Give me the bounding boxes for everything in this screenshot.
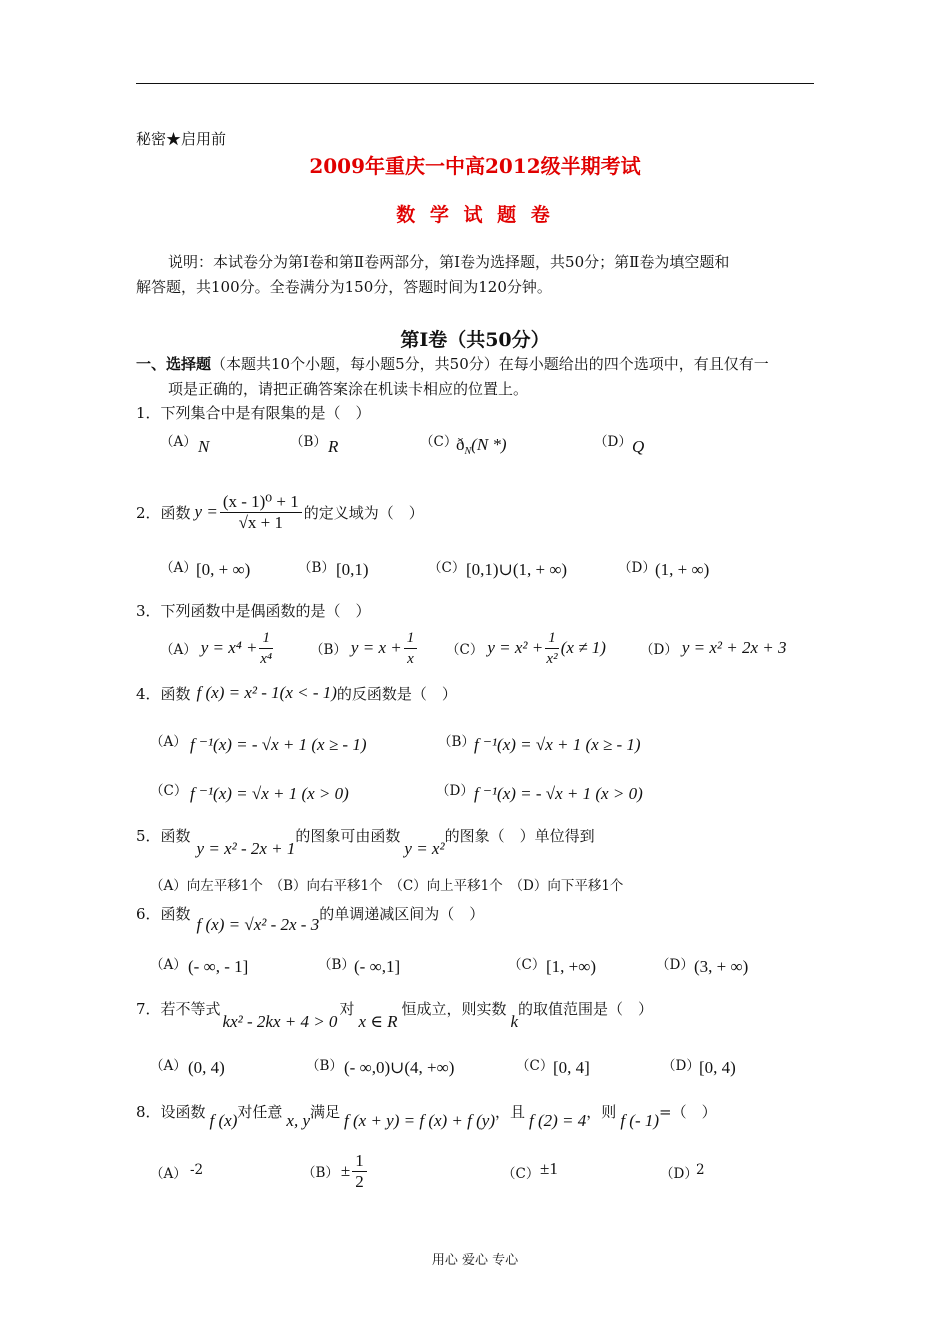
- q1-option-a: N: [198, 437, 210, 456]
- q6-option-a: (- ∞, - 1]: [188, 957, 249, 976]
- page-footer: 用心 爱心 专心: [431, 1253, 519, 1268]
- q2-stem: 2．函数 y = $\frac{\text{(x - 1)⁰ + 1}}{√x + 1}$ 的定义域为（ ）: [136, 491, 424, 532]
- q2-option-a-label: （A）: [160, 560, 197, 576]
- q4-option-d-label: （D）: [436, 783, 474, 799]
- q2-fraction: $\frac{\text{(x - 1)⁰ + 1}}{√x + 1}$: [220, 492, 302, 533]
- q2-option-b-label: （B）: [298, 560, 335, 576]
- q7-option-b: (- ∞,0)∪(4, +∞): [344, 1058, 455, 1077]
- q2-option-c-label: （C）: [428, 560, 466, 576]
- q3-stem: 3．下列函数中是偶函数的是（ ）: [136, 602, 371, 620]
- q7-option-c: [0, 4]: [553, 1058, 590, 1077]
- section-heading-text: （本题共10个小题，每小题5分，共50分）在每小题给出的四个选项中，有且仅有一: [211, 355, 769, 373]
- q1-option-b-label: （B）: [290, 434, 327, 450]
- q4-option-b: f ⁻¹(x) = √x + 1 (x ≥ - 1): [474, 735, 641, 754]
- q3-option-d: （D） y = x² + 2x + 3: [640, 638, 787, 658]
- q6-option-d: (3, + ∞): [694, 957, 749, 976]
- q2-option-c: [0,1)∪(1, + ∞): [466, 560, 568, 579]
- q2-option-b: [0,1): [336, 560, 369, 579]
- q8-option-c: ±1: [540, 1159, 558, 1178]
- q3-option-a: （A） y = x⁴ + $\frac{1}{\text{x⁴}}$: [160, 629, 273, 667]
- q7-option-d: [0, 4): [699, 1058, 736, 1077]
- q3-option-b: （B） y = x + $\frac{1}{x}$: [310, 626, 419, 670]
- q1-option-c: $ð_N(N$ *): [456, 435, 507, 457]
- q7-option-d-label: （D）: [662, 1058, 700, 1074]
- q8-option-a-label: （A）: [150, 1166, 187, 1182]
- q6-option-b: (- ∞,1]: [354, 957, 401, 976]
- section-heading: [136, 353, 769, 374]
- exam-subtitle: 数 学 试 题 卷: [396, 204, 554, 226]
- q7-option-c-label: （C）: [516, 1058, 554, 1074]
- q8-option-c-label: （C）: [502, 1166, 540, 1182]
- q8-option-d: 2: [696, 1162, 705, 1178]
- secret-mark: 秘密★启用前: [136, 130, 227, 148]
- q1-stem: 1．下列集合中是有限集的是（ ）: [136, 404, 371, 422]
- q6-option-a-label: （A）: [150, 957, 187, 973]
- q8-stem: 8．设函数 f (x) 对任意 x, y 满足 f (x + y) = f (x) + f (y) ，且 f (2) = 4 ，则 f (- 1) =（ ）: [136, 1103, 717, 1130]
- q2-option-a: [0, + ∞): [196, 560, 251, 579]
- q3-option-c: （C） y = x² + $\frac{1}{\text{x²}}$ (x ≠ 1): [446, 629, 606, 667]
- q4-option-a: f ⁻¹(x) = - √x + 1 (x ≥ - 1): [190, 735, 367, 754]
- q4-option-b-label: （B）: [438, 734, 475, 750]
- q7-option-a: (0, 4): [188, 1058, 225, 1077]
- q7-option-b-label: （B）: [306, 1058, 343, 1074]
- section-title: 第Ⅰ卷（共50分）: [400, 329, 550, 351]
- q8-option-b: （B） ± $\frac{1}{2}$: [302, 1148, 369, 1194]
- q6-stem: 6．函数 f (x) = √x² - 2x - 3 的单调递减区间为（ ）: [136, 905, 485, 934]
- q4-option-d: f ⁻¹(x) = - √x + 1 (x > 0): [474, 784, 643, 803]
- q8-option-a: -2: [190, 1162, 204, 1178]
- q7-option-a-label: （A）: [150, 1058, 187, 1074]
- q5-stem: 5．函数 y = x² - 2x + 1 的图象可由函数 y = x² 的图象（ ）单位得到: [136, 827, 595, 858]
- q8-option-d-label: （D）: [660, 1166, 698, 1182]
- section-heading-bold: 一、选择题: [136, 355, 212, 373]
- instruction-line-2: 解答题，共100分。全卷满分为150分，答题时间为120分钟。: [136, 278, 552, 296]
- q6-option-c-label: （C）: [508, 957, 546, 973]
- q7-stem: 7．若不等式 kx² - 2kx + 4 > 0 对 x ∈ R 恒成立，则实数 k 的取值范围是（ ）: [136, 1000, 654, 1031]
- instruction-line-1: 说明：本试卷分为第Ⅰ卷和第Ⅱ卷两部分，第Ⅰ卷为选择题，共50分；第Ⅱ卷为填空题和: [168, 253, 730, 271]
- exam-title: 2009年重庆一中高2012级半期考试: [309, 154, 641, 178]
- q1-option-b: R: [328, 437, 339, 456]
- q1-option-d-label: （D）: [594, 434, 632, 450]
- q6-option-b-label: （B）: [318, 957, 355, 973]
- q6-option-c: [1, +∞): [546, 957, 597, 976]
- q1-option-d: Q: [632, 437, 645, 456]
- q5-options: （A）向左平移1个 （B）向右平移1个 （C）向上平移1个 （D）向下平移1个: [150, 878, 624, 894]
- q4-option-c-label: （C）: [150, 783, 188, 799]
- q1-option-a-label: （A）: [160, 434, 197, 450]
- q6-option-d-label: （D）: [656, 957, 694, 973]
- q2-option-d-label: （D）: [618, 560, 656, 576]
- q1-option-c-label: （C）: [420, 434, 458, 450]
- q4-option-c: f ⁻¹(x) = √x + 1 (x > 0): [190, 784, 349, 803]
- q2-option-d: (1, + ∞): [655, 560, 710, 579]
- q4-option-a-label: （A）: [150, 734, 187, 750]
- q4-stem: 4．函数 f (x) = x² - 1(x < - 1) 的反函数是（ ）: [136, 683, 457, 703]
- section-heading-line-2: 项是正确的，请把正确答案涂在机读卡相应的位置上。: [168, 380, 529, 398]
- header-rule: [136, 83, 814, 84]
